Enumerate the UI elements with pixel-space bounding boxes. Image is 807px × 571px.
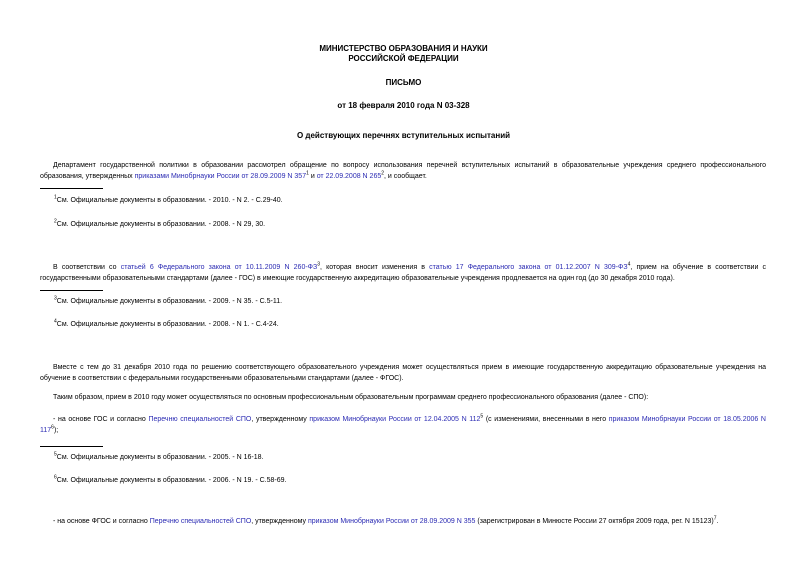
paragraph-1-text-b: и <box>308 173 317 180</box>
link-order-112[interactable]: приказом Минобрнауки России от 12.04.2005 N 112 <box>309 416 481 423</box>
document-date: от 18 февраля 2010 года N 03-328 <box>337 101 470 110</box>
paragraph-1-text-c: , и сообщает. <box>384 173 427 180</box>
paragraph-5 <box>40 414 766 436</box>
footnote-ref-6[interactable]: 6 <box>51 424 54 431</box>
footnote-4-mark: 4 <box>54 318 57 325</box>
ministry-line-2: РОССИЙСКОЙ ФЕДЕРАЦИИ <box>348 54 459 63</box>
footnote-5-text: См. Официальные документы в образовании. - 2005. - N 16-18. <box>56 454 264 461</box>
link-spo-list-fgos[interactable]: Перечню специальностей СПО <box>149 518 252 525</box>
paragraph-5-text-c: (с изменениями, внесенными в него <box>483 416 609 423</box>
ministry-line-1: МИНИСТЕРСТВО ОБРАЗОВАНИЯ И НАУКИ <box>319 44 488 53</box>
footnote-ref-2[interactable]: 2 <box>381 170 385 177</box>
paragraph-4: Таким образом, прием в 2010 году может осуществляться по основным профессиональным образовательным программам среднего профессионального образования (далее - СПО): <box>53 394 649 401</box>
paragraph-6-text-a: - на основе ФГОС и согласно <box>53 518 150 525</box>
footnote-6 <box>54 475 286 486</box>
link-order-357[interactable]: приказами Минобрнауки России от 28.09.2009 N 357 <box>134 173 307 180</box>
footnote-5-mark: 5 <box>54 451 57 458</box>
footnote-6-text: См. Официальные документы в образовании. - 2006. - N 19. - С.58-69. <box>56 477 287 484</box>
paragraph-6-text-c: (зарегистрирован в Минюсте России 27 октября 2009 года, рег. N 15123) <box>475 518 714 525</box>
paragraph-2-text-c: , прием на обучение в соответствии с государственными образовательными стандартами (далее - ГОС) в имеющие государственную аккредитацию образовательные учреждения продлевается на один год (до 30 декабря 2010 года). <box>40 264 767 282</box>
paragraph-1-text-a: Департамент государственной политики в образовании рассмотрел обращение по вопросу использования перечней вступительных испытаний в образовательные учреждения среднего профессионального образования, утвержденных <box>40 162 766 180</box>
paragraph-2-text-a: В соответствии со <box>53 264 121 271</box>
footnote-1-text: См. Официальные документы в образовании. - 2010. - N 2. - С.29-40. <box>56 197 283 204</box>
link-law-309[interactable]: статью 17 Федерального закона от 01.12.2007 N 309-ФЗ <box>429 264 628 271</box>
link-law-260[interactable]: статьей 6 Федерального закона от 10.11.2009 N 260-ФЗ <box>120 264 318 271</box>
paragraph-5-text-a: - на основе ГОС и согласно <box>53 416 149 423</box>
footnote-1 <box>54 195 283 206</box>
paragraph-6 <box>40 516 766 527</box>
paragraph-1 <box>40 160 766 182</box>
document-title: О действующих перечнях вступительных испытаний <box>296 131 511 140</box>
footnote-ref-4[interactable]: 4 <box>627 261 631 268</box>
footnote-ref-5[interactable]: 5 <box>480 413 484 420</box>
footnote-3-mark: 3 <box>54 295 57 302</box>
footnote-divider-2 <box>40 290 103 291</box>
footnote-2-mark: 2 <box>54 218 57 225</box>
footnote-5 <box>54 452 264 463</box>
paragraph-2-text-b: , которая вносит изменения в <box>320 264 430 271</box>
paragraph-3: Вместе с тем до 31 декабря 2010 года по решению соответствующего образовательного учреждения может осуществляться прием в имеющие государственную аккредитацию образовательные учреждения на обучение в соответствии с федеральными государственными образовательными стандартами (далее - ФГОС). <box>40 364 766 382</box>
link-spo-list-gos[interactable]: Перечню специальностей СПО <box>148 416 252 423</box>
footnote-4 <box>54 319 279 330</box>
footnote-2 <box>54 219 265 230</box>
link-order-355[interactable]: приказом Минобрнауки России от 28.09.2009 N 355 <box>307 518 476 525</box>
document-type: ПИСЬМО <box>385 78 422 87</box>
link-order-265[interactable]: от 22.09.2008 N 265 <box>316 173 382 180</box>
paragraph-2 <box>40 262 766 284</box>
paragraph-6-text-d: . <box>716 518 719 525</box>
footnote-divider-3 <box>40 446 103 447</box>
footnote-3 <box>54 296 282 307</box>
footnote-2-text: См. Официальные документы в образовании. - 2008. - N 29, 30. <box>56 221 266 228</box>
footnote-ref-1[interactable]: 1 <box>306 170 309 177</box>
paragraph-5-text-d: ); <box>53 427 59 434</box>
footnote-ref-3[interactable]: 3 <box>317 261 321 268</box>
footnote-4-text: См. Официальные документы в образовании. - 2008. - N 1. - С.4-24. <box>56 321 279 328</box>
paragraph-5-text-b: , утвержденному <box>251 416 310 423</box>
footnote-1-mark: 1 <box>54 194 57 201</box>
paragraph-6-text-b: , утвержденному <box>251 518 308 525</box>
footnote-6-mark: 6 <box>54 474 57 481</box>
footnote-ref-7[interactable]: 7 <box>713 515 717 522</box>
footnote-divider-1 <box>40 188 103 189</box>
footnote-3-text: См. Официальные документы в образовании. - 2009. - N 35. - С.5-11. <box>56 298 283 305</box>
link-order-117[interactable]: приказом Минобрнауки России от 18.05.2006 N 117 <box>40 416 766 434</box>
